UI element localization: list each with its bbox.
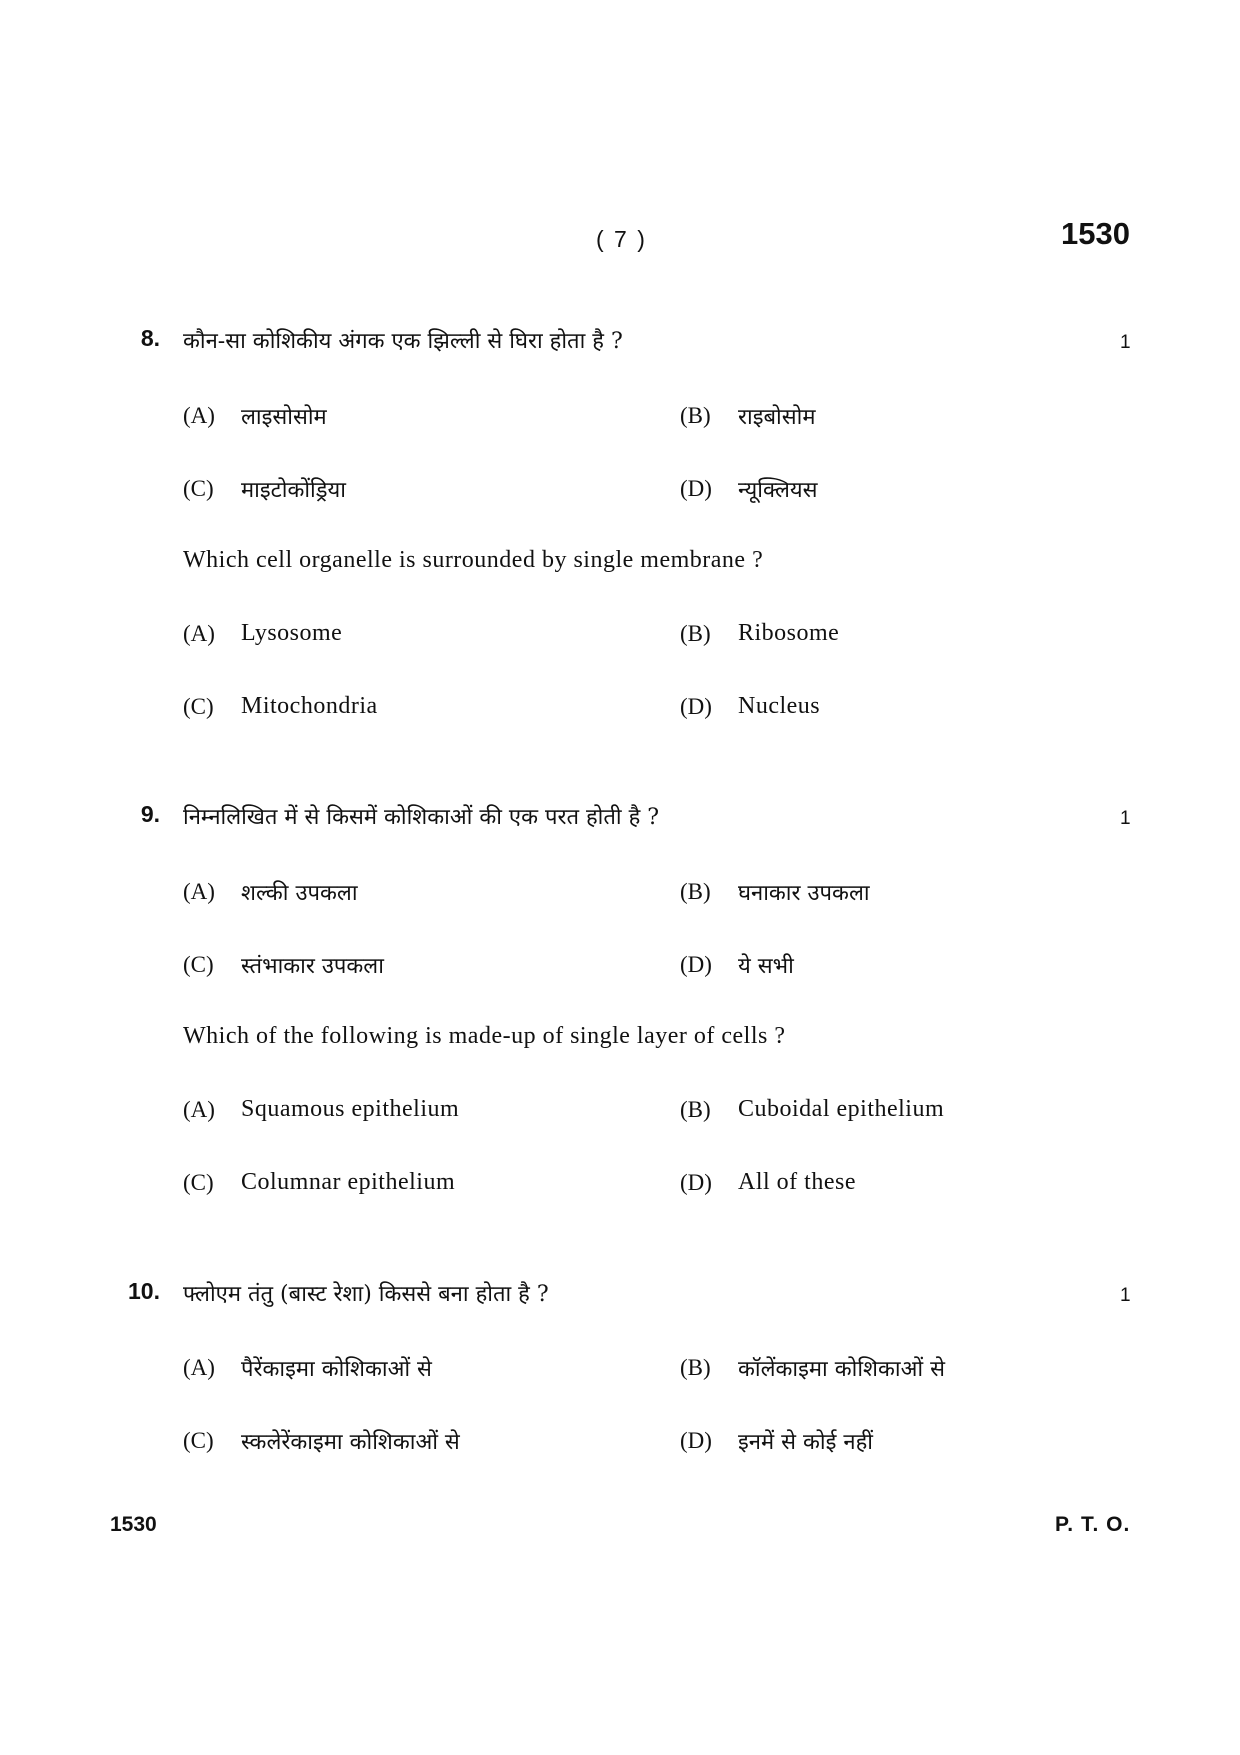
option-text: Mitochondria bbox=[241, 693, 378, 719]
option-letter: (D) bbox=[680, 1428, 712, 1453]
please-turn-over: P. T. O. bbox=[1055, 1513, 1131, 1536]
question-text-hindi: फ्लोएम तंतु (बास्ट रेशा) किससे बना होता है ? bbox=[183, 1282, 549, 1307]
page-number: ( 7 ) bbox=[596, 226, 647, 252]
option-letter: (B) bbox=[680, 621, 711, 646]
option-text: राइबोसोम bbox=[738, 405, 816, 430]
option-text: लाइसोसोम bbox=[241, 405, 327, 430]
option-text: कॉलेंकाइमा कोशिकाओं से bbox=[738, 1357, 945, 1382]
option-text: घनाकार उपकला bbox=[738, 881, 870, 906]
option-text: शल्की उपकला bbox=[241, 881, 358, 906]
option-letter: (A) bbox=[183, 1097, 215, 1122]
question-text-english: Which of the following is made-up of single layer of cells ? bbox=[183, 1023, 786, 1049]
option-text: स्तंभाकार उपकला bbox=[241, 954, 384, 979]
option-text: Squamous epithelium bbox=[241, 1096, 460, 1122]
option-letter: (C) bbox=[183, 476, 214, 501]
question-number: 10. bbox=[128, 1278, 160, 1304]
question-marks: 1 bbox=[1120, 808, 1131, 829]
option-letter: (D) bbox=[680, 1170, 712, 1195]
question-number: 8. bbox=[140, 325, 160, 351]
option-text: ये सभी bbox=[738, 954, 794, 979]
option-letter: (C) bbox=[183, 1428, 214, 1453]
option-text: स्कलेरेंकाइमा कोशिकाओं से bbox=[241, 1430, 460, 1455]
question-marks: 1 bbox=[1120, 1285, 1131, 1306]
option-letter: (A) bbox=[183, 1355, 215, 1380]
option-text: Lysosome bbox=[241, 620, 343, 646]
option-text: All of these bbox=[738, 1169, 856, 1195]
option-letter: (C) bbox=[183, 1170, 214, 1195]
option-letter: (D) bbox=[680, 694, 712, 719]
option-text: पैरेंकाइमा कोशिकाओं से bbox=[241, 1357, 432, 1382]
option-letter: (B) bbox=[680, 1097, 711, 1122]
option-text: Columnar epithelium bbox=[241, 1169, 456, 1195]
paper-code-header: 1530 bbox=[1061, 216, 1130, 251]
question-marks: 1 bbox=[1120, 332, 1131, 353]
option-letter: (A) bbox=[183, 403, 215, 428]
option-letter: (D) bbox=[680, 952, 712, 977]
option-letter: (B) bbox=[680, 403, 711, 428]
question-number: 9. bbox=[140, 801, 160, 827]
question-text-hindi: कौन-सा कोशिकीय अंगक एक झिल्ली से घिरा होता है ? bbox=[183, 329, 623, 354]
option-letter: (C) bbox=[183, 694, 214, 719]
option-text: Ribosome bbox=[738, 620, 840, 646]
option-text: Cuboidal epithelium bbox=[738, 1096, 945, 1122]
paper-code-footer: 1530 bbox=[110, 1513, 157, 1536]
question-text-english: Which cell organelle is surrounded by single membrane ? bbox=[183, 547, 764, 573]
option-text: Nucleus bbox=[738, 693, 821, 719]
option-letter: (A) bbox=[183, 621, 215, 646]
option-letter: (A) bbox=[183, 879, 215, 904]
option-letter: (C) bbox=[183, 952, 214, 977]
question-text-hindi: निम्नलिखित में से किसमें कोशिकाओं की एक परत होती है ? bbox=[183, 805, 660, 830]
option-letter: (D) bbox=[680, 476, 712, 501]
option-text: माइटोकोंड्रिया bbox=[241, 478, 346, 503]
option-text: न्यूक्लियस bbox=[738, 478, 818, 503]
option-text: इनमें से कोई नहीं bbox=[738, 1430, 874, 1455]
option-letter: (B) bbox=[680, 879, 711, 904]
option-letter: (B) bbox=[680, 1355, 711, 1380]
